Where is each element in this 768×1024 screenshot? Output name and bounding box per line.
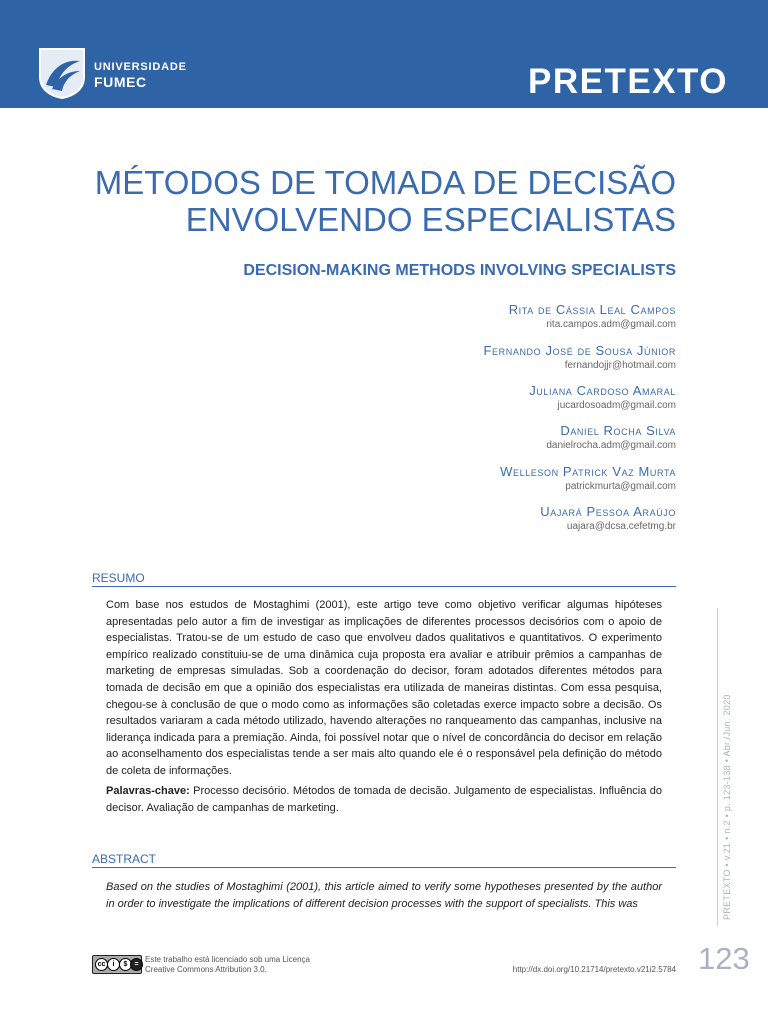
author-email[interactable]: fernandojjr@hotmail.com	[564, 360, 676, 371]
university-name-line2: FUMEC	[94, 74, 147, 90]
keywords-text: Processo decisório. Métodos de tomada de decisão. Julgamento de especialistas. Influência do decisor. Avaliação de campanhas de marketing.	[106, 785, 662, 814]
author-block	[92, 504, 676, 533]
article-title-english: DECISION-MAKING METHODS INVOLVING SPECIALISTS	[243, 262, 676, 279]
license-text	[145, 955, 310, 975]
author-name: Fernando José de Sousa Júnior	[483, 343, 676, 358]
author-email[interactable]: danielrocha.adm@gmail.com	[546, 440, 676, 451]
abstract-heading: ABSTRACT	[92, 852, 676, 868]
attribution-icon: i	[107, 958, 120, 971]
university-name-line1: UNIVERSIDADE	[94, 61, 187, 73]
journal-header	[0, 0, 768, 108]
author-email[interactable]: jucardosoadm@gmail.com	[557, 400, 676, 411]
author-email[interactable]: patrickmurta@gmail.com	[565, 481, 676, 492]
license-line2: Creative Commons Attribution 3.0.	[145, 965, 267, 974]
author-block	[92, 383, 676, 412]
sidebar-divider	[717, 608, 718, 926]
journal-title: PRETEXTO	[527, 62, 728, 101]
license-line1: Este trabalho está licenciado sob uma Licença	[145, 955, 310, 964]
creative-commons-badge[interactable]	[92, 955, 142, 974]
author-email[interactable]: rita.campos.adm@gmail.com	[546, 319, 676, 330]
no-derivatives-icon: =	[130, 958, 143, 971]
author-block	[92, 343, 676, 372]
page-number: 123	[698, 941, 750, 976]
author-email[interactable]: uajara@dcsa.cefetmg.br	[566, 521, 676, 532]
author-name: Uajará Pessoa Araújo	[540, 504, 676, 519]
author-name: Rita de Cássia Leal Campos	[508, 302, 676, 317]
university-shield-logo	[38, 47, 86, 99]
author-block	[92, 464, 676, 493]
cc-icon: cc	[95, 958, 108, 971]
author-name: Juliana Cardoso Amaral	[529, 383, 676, 398]
sidebar-citation: PRETEXTO • v.21 • n.2 • p. 123-138 • Abr./Jun. 2020	[722, 694, 732, 920]
keywords-label: Palavras-chave:	[106, 785, 190, 797]
resumo-text: Com base nos estudos de Mostaghimi (2001), este artigo teve como objetivo verificar algumas hipóteses apresentadas pelo autor a fim de investigar as implicações de diferentes processos decisórios com o apoio de especialistas. Tratou-se de um estudo de caso que envolveu dados qualitativos e quantitativos. O experimento empírico realizado constituiu-se de uma dinâmica cuja proposta era avaliar e atribuir prêmios a campanhas de marketing de empresas simuladas. Sob a coordenação do decisor, foram adotados diferentes métodos para tomada de decisão em que a opinião dos especialistas era utilizada de maneiras distintas. Com essa pesquisa, chegou-se à conclusão de que o modo como as informações são coletadas exerce impacto sobre a decisão. Os resultados variaram a cada método utilizado, havendo alterações no ranqueamento das campanhas, inclusive na liderança indicada para a premiação. Ainda, foi possível notar que o nível de concordância do decisor em relação ao aconselhamento dos especialistas tende a ser mais alto quando ele é o responsável pela definição do método de coleta de informações.	[106, 599, 662, 777]
article-title: MÉTODOS DE TOMADA DE DECISÃO ENVOLVENDO ESPECIALISTAS	[94, 164, 676, 238]
resumo-heading: RESUMO	[92, 571, 676, 587]
author-block	[92, 423, 676, 452]
abstract-text: Based on the studies of Mostaghimi (2001), this article aimed to verify some hypotheses presented by the author in order to investigate the implications of different decision processes with the support of specialists. This was	[106, 881, 662, 910]
doi-link[interactable]: http://dx.doi.org/10.21714/pretexto.v21i2.5784	[512, 965, 676, 974]
author-block	[92, 302, 676, 331]
author-name: Welleson Patrick Vaz Murta	[500, 464, 676, 479]
author-name: Daniel Rocha Silva	[560, 423, 676, 438]
keywords-paragraph	[106, 783, 662, 816]
noncommercial-icon: $	[119, 958, 132, 971]
